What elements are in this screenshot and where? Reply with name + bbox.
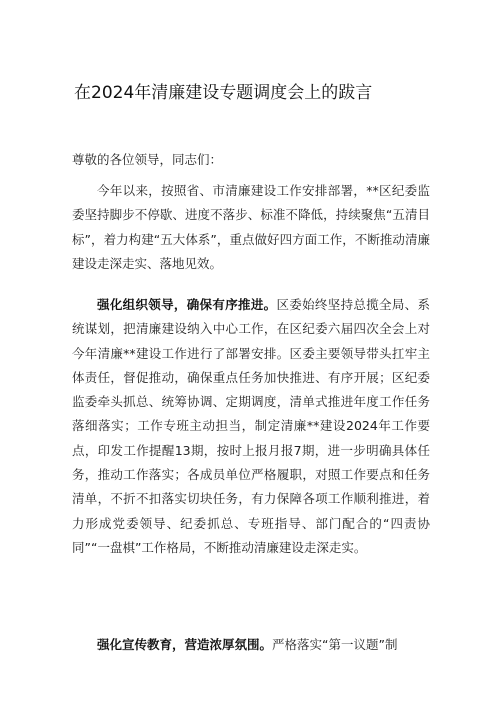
paragraph-text: 区委始终坚持总揽全局、系统谋划，把清廉建设纳入中心工作，在区纪委六届四次全会上对今年清廉**建设工作进行了部署安排。区委主要领导带头扛牢主体责任，督促推动，确保重点任务加快推进、有序开展；区纪委监委牵头抓总、统筹协调、定期调度，清单式推进年度工作任务落细落实；工作专班主动担当，制定清廉**建设2024年工作要点，印发工作提醒13期，按时上报月报7期，进一步明确具体任务，推动工作落实；各成员单位严格履职，对照工作要点和任务清单，不折不扣落实切块任务，有力保障各项工作顺利推进，着力形成党委领导、纪委抓总、专班指导、部门配合的“四责协同”“一盘棋”工作格局，不断推动清廉建设走深走实。 [72, 297, 430, 555]
paragraph-heading: 强化组织领导，确保有序推进。 [97, 297, 277, 312]
paragraph-heading: 强化宣传教育，营造浓厚氛围。 [97, 637, 273, 652]
paragraph-intro [72, 179, 430, 276]
document-title: 在2024年清廉建设专题调度会上的跋言 [74, 83, 373, 103]
paragraph-text: 今年以来，按照省、市清廉建设工作安排部署，**区纪委监委坚持脚步不停歇、进度不落步、标准不降低，持续聚焦“五清目标”，着力构建“五大体系”，重点做好四方面工作，不断推动清廉建设走深走实、落地见效。 [72, 183, 430, 271]
paragraph-publicity [72, 633, 430, 657]
salutation: 尊敬的各位领导，同志们： [72, 152, 223, 167]
paragraph-text: 严格落实“第一议题”制 [272, 637, 398, 652]
paragraph-organization [72, 293, 430, 560]
